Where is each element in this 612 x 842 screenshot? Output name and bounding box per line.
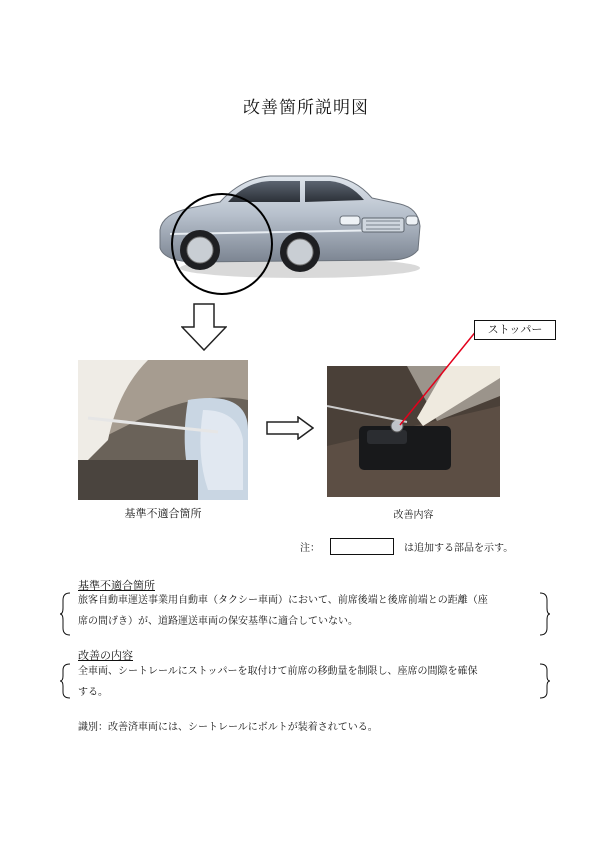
- stopper-callout-label: ストッパー: [474, 320, 556, 340]
- section1-line2: 席の間げき）が、道路運送車両の保安基準に適合していない。: [78, 616, 358, 627]
- note-prefix: 注：: [300, 543, 320, 554]
- noncompliant-photo: [78, 360, 248, 500]
- section2-left-bracket: [60, 663, 72, 699]
- caption-noncompliant: 基準不適合箇所: [124, 507, 202, 520]
- section2-line1: 全車両、シートレールにストッパーを取付けて前席の移動量を制限し、座席の間隙を確保: [78, 666, 478, 677]
- caption-improvement: 改善内容: [393, 510, 434, 521]
- section2-heading: 改善の内容: [78, 649, 133, 662]
- identification-note: 識別：改善済車両には、シートレールにボルトが装着されている。: [78, 722, 378, 733]
- down-arrow-icon: [181, 303, 227, 351]
- section1-left-bracket: [60, 592, 72, 636]
- section1-line1: 旅客自動車運送事業用自動車（タクシー車両）において、前席後端と後席前端との距離（座: [78, 595, 488, 606]
- section2-line2: する。: [78, 687, 108, 698]
- note-suffix: は追加する部品を示す。: [404, 543, 514, 554]
- car-photo: [150, 168, 432, 300]
- note-legend-box: [330, 538, 394, 555]
- section1-body: [78, 590, 528, 632]
- note: [300, 538, 513, 555]
- section2-right-bracket: [538, 663, 550, 699]
- page-title: 改善箇所説明図: [243, 98, 369, 118]
- section1-heading: 基準不適合箇所: [78, 579, 155, 592]
- section2-body: [78, 661, 528, 703]
- section1-right-bracket: [538, 592, 550, 636]
- improvement-photo: [327, 366, 500, 497]
- right-arrow-icon: [266, 416, 314, 440]
